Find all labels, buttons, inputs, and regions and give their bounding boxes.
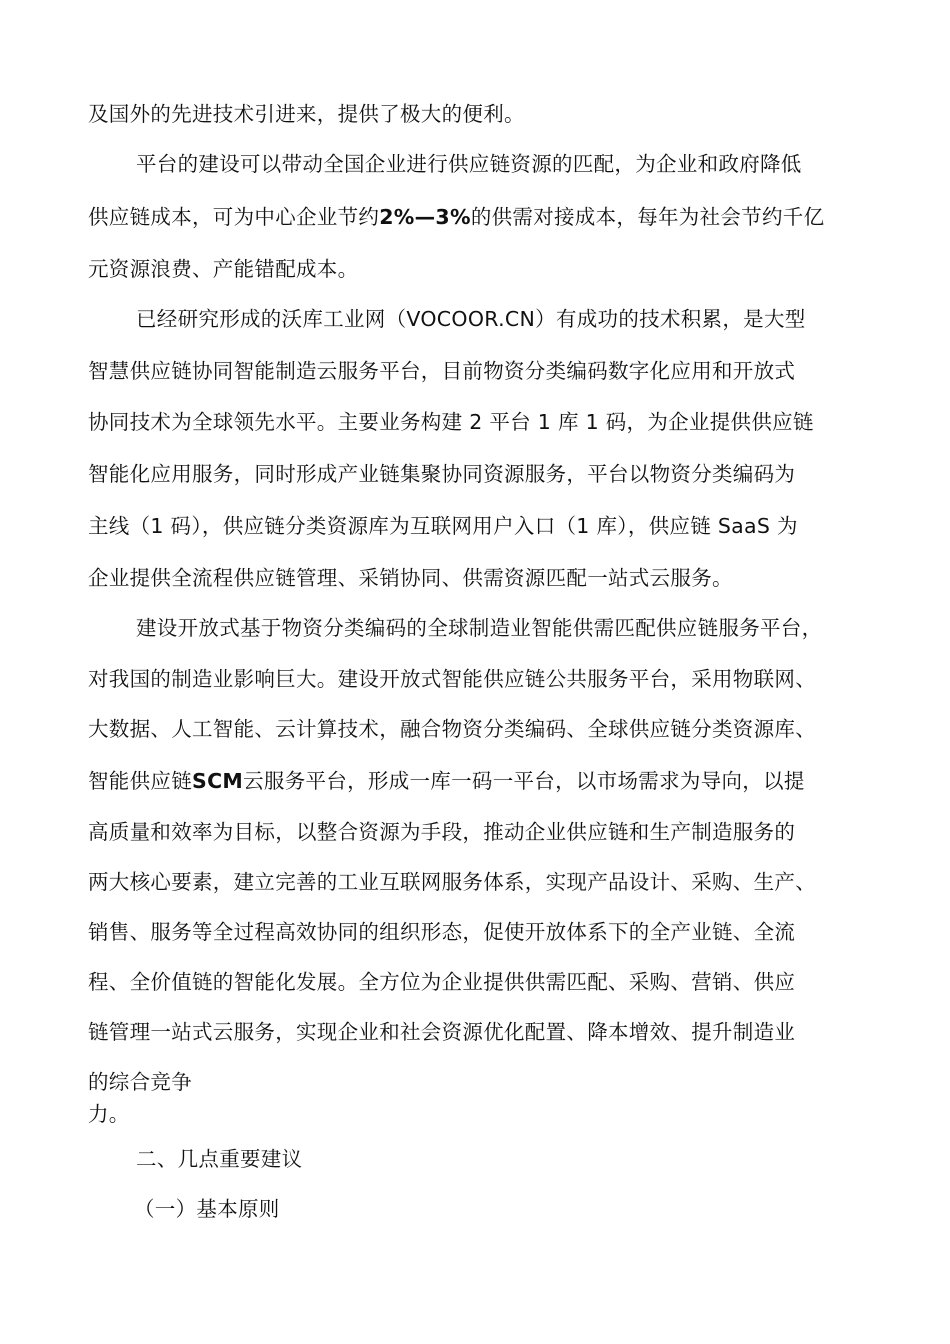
paragraph-4-line-4-text-c: 云服务平台，形成一库一码一平台，以市场需求为导向，以提 [243,769,805,793]
paragraph-4-line-6: 两大核心要素，建立完善的工业互联网服务体系，实现产品设计、采购、生产、 [88,870,816,894]
paragraph-3-line-5: 主线（1 码），供应链分类资源库为互联网用户入口（1 库），供应链 SaaS 为 [88,514,798,538]
paragraph-4-line-11: 力。 [88,1102,130,1126]
paragraph-4-line-3: 大数据、人工智能、云计算技术，融合物资分类编码、全球供应链分类资源库、 [88,717,816,741]
paragraph-4-line-10: 的综合竞争 [88,1070,192,1094]
paragraph-3-line-2: 智慧供应链协同智能制造云服务平台，目前物资分类编码数字化应用和开放式 [88,359,796,383]
paragraph-4-line-9: 链管理一站式云服务，实现企业和社会资源优化配置、降本增效、提升制造业 [88,1020,796,1044]
paragraph-2-line-2-text-a: 供应链成本，可为中心企业节约 [88,205,380,229]
paragraph-2-line-2 [88,203,824,231]
paragraph-4-line-8: 程、全价值链的智能化发展。全方位为企业提供供需匹配、采购、营销、供应 [88,970,796,994]
paragraph-1-line-1: 及国外的先进技术引进来，提供了极大的便利。 [88,102,525,126]
paragraph-4-scm: SCM [192,769,244,793]
paragraph-2-line-3: 元资源浪费、产能错配成本。 [88,257,359,281]
paragraph-3-line-4: 智能化应用服务，同时形成产业链集聚协同资源服务，平台以物资分类编码为 [88,462,796,486]
paragraph-4-line-5: 高质量和效率为目标，以整合资源为手段，推动企业供应链和生产制造服务的 [88,820,796,844]
paragraph-2-percent: 2%—3% [379,205,471,229]
paragraph-4-line-4-text-a: 智能供应链 [88,769,192,793]
paragraph-2-line-1: 平台的建设可以带动全国企业进行供应链资源的匹配，为企业和政府降低 [136,152,802,176]
paragraph-3-line-1: 已经研究形成的沃库工业网（VOCOOR.CN）有成功的技术积累，是大型 [136,307,806,331]
paragraph-4-line-7: 销售、服务等全过程高效协同的组织形态，促使开放体系下的全产业链、全流 [88,920,796,944]
subsection-heading: （一）基本原则 [134,1197,280,1221]
paragraph-4-line-4 [88,767,805,795]
paragraph-3-line-6: 企业提供全流程供应链管理、采销协同、供需资源匹配一站式云服务。 [88,566,733,590]
paragraph-2-line-2-text-c: 的供需对接成本，每年为社会节约千亿 [470,205,825,229]
paragraph-3-line-3: 协同技术为全球领先水平。主要业务构建 2 平台 1 库 1 码，为企业提供供应链 [88,410,814,434]
paragraph-4-line-2: 对我国的制造业影响巨大。建设开放式智能供应链公共服务平台，采用物联网、 [88,667,816,691]
section-heading: 二、几点重要建议 [136,1147,303,1171]
paragraph-4-line-1: 建设开放式基于物资分类编码的全球制造业智能供需匹配供应链服务平台， [136,616,823,640]
